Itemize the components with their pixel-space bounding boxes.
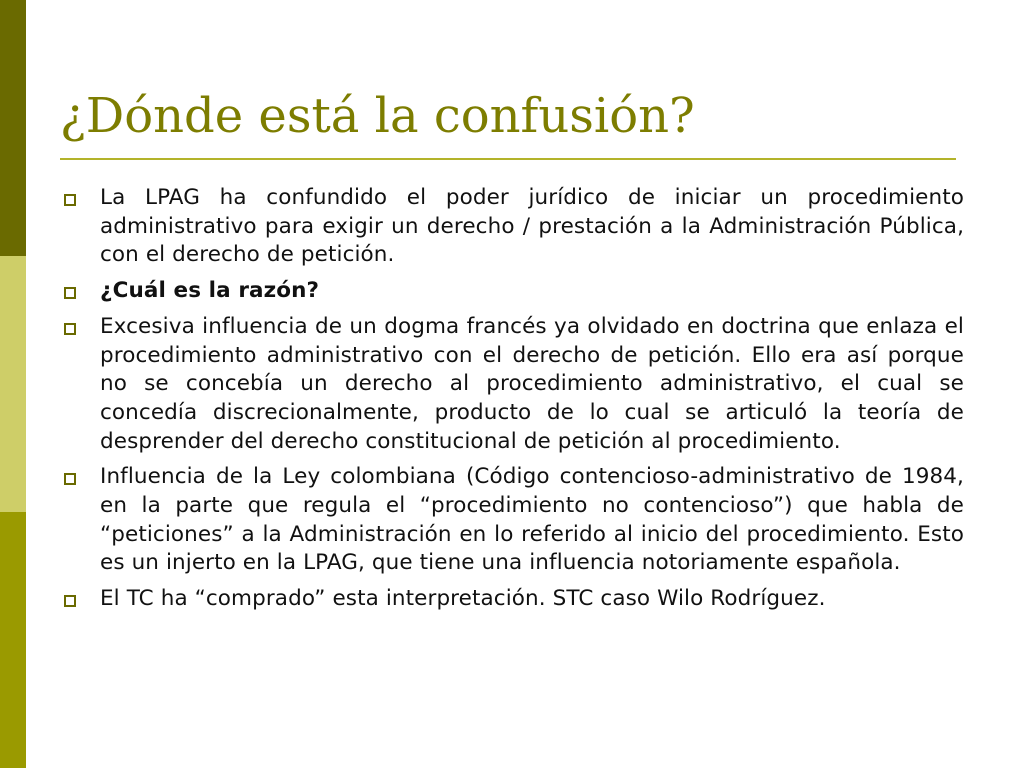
bullet-item — [60, 277, 964, 306]
bullet-item — [60, 585, 964, 614]
bullet-text: ¿Cuál es la razón? — [100, 278, 320, 304]
side-bar-middle — [0, 256, 26, 512]
bullet-item — [60, 313, 964, 457]
bullet-text: El TC ha “comprado” esta interpretación. STC caso Wilo Rodríguez. — [100, 586, 826, 612]
square-bullet-icon — [64, 323, 76, 335]
bullet-text: Excesiva influencia de un dogma francés ya olvidado en doctrina que enlaza el procedimiento administrativo con el derecho de petición. Ello era así porque no se concebía un derecho al procedimiento administrativo, el cual se concedía discrecionalmente, producto de lo cual se articuló la teoría de desprender del derecho constitucional de petición al procedimiento. — [100, 313, 964, 454]
bullet-text: Influencia de la Ley colombiana (Código contencioso-administrativo de 1984, en la parte que regula el “procedimiento no contencioso”) que habla de “peticiones” a la Administración en lo referido al inicio del procedimiento. Esto es un injerto en la LPAG, que tiene una influencia notoriamente española. — [100, 464, 964, 576]
bullet-list — [60, 184, 964, 621]
bullet-text: La LPAG ha confundido el poder jurídico de iniciar un procedimiento administrativo para exigir un derecho / prestación a la Administración Pública, con el derecho de petición. — [100, 185, 964, 268]
title-underline — [60, 158, 956, 160]
bullet-item — [60, 184, 964, 270]
bullet-item — [60, 463, 964, 578]
square-bullet-icon — [64, 595, 76, 607]
square-bullet-icon — [64, 194, 76, 206]
square-bullet-icon — [64, 473, 76, 485]
side-bar-top — [0, 0, 26, 256]
square-bullet-icon — [64, 287, 76, 299]
slide-title: ¿Dónde está la confusión? — [60, 88, 695, 144]
side-bar-bottom — [0, 512, 26, 768]
